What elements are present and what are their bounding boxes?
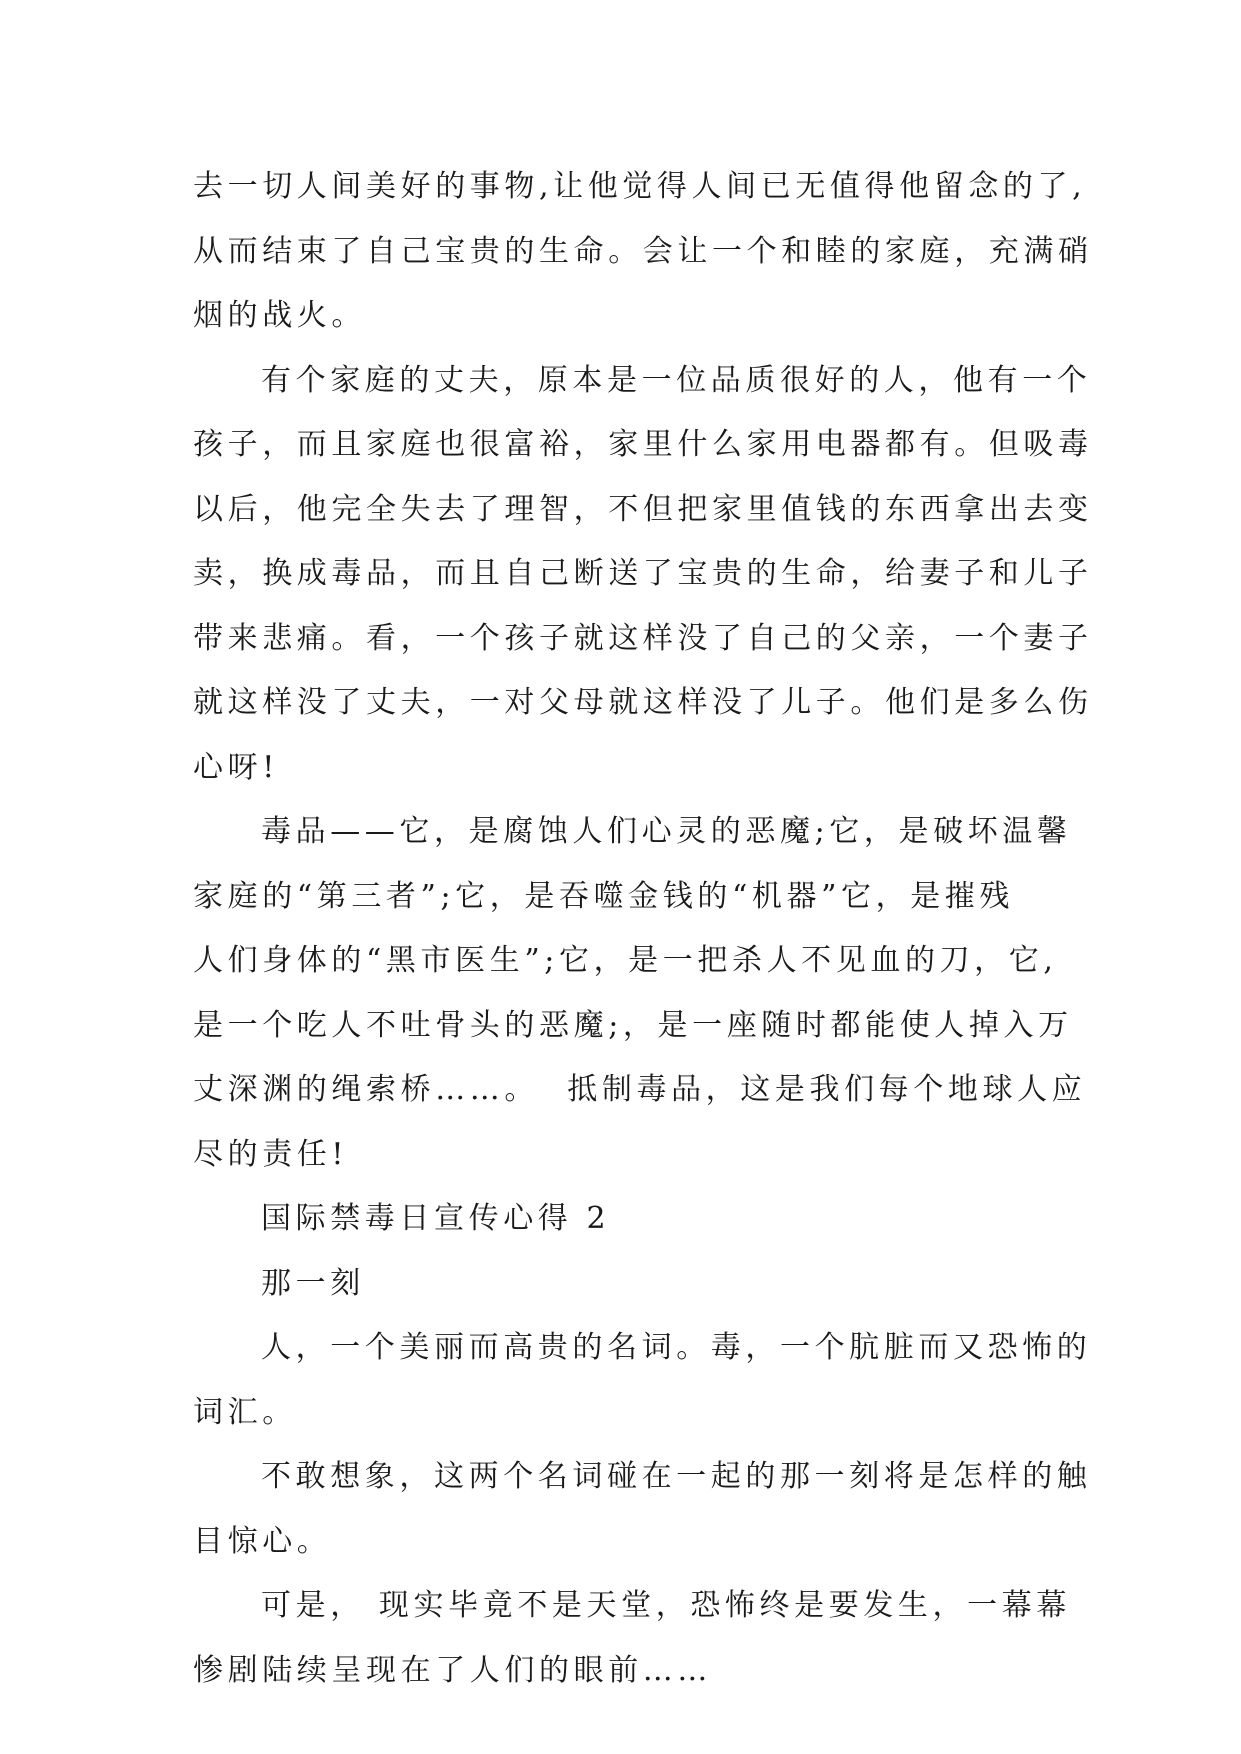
text-line: 词汇。 — [193, 1394, 297, 1430]
text-line: 是一个吃人不吐骨头的恶魔;，是一座随时都能使人掉入万 — [193, 1007, 1073, 1043]
text-line: 卖，换成毒品，而且自己断送了宝贵的生命，给妻子和儿子 — [193, 556, 1093, 591]
text-line: 从而结束了自己宝贵的生命。会让一个和睦的家庭，充满硝 — [193, 233, 1093, 269]
paragraph-start-line: 毒品——它，是腐蚀人们心灵的恶魔;它，是破坏温馨 — [261, 814, 1072, 849]
text-line: 惨剧陆续呈现在了人们的眼前…… — [193, 1652, 712, 1688]
paragraph-start-line: 不敢想象，这两个名词碰在一起的那一刻将是怎样的触 — [261, 1459, 1092, 1494]
text-line: 家庭的“第三者”;它，是吞噬金钱的“机器”它，是摧残 — [193, 878, 1015, 914]
section-subtitle: 那一刻 — [261, 1265, 365, 1301]
paragraph-start-line: 可是， 现实毕竟不是天堂，恐怖终是要发生，一幕幕 — [261, 1588, 1071, 1623]
text-line: 烟的战火。 — [193, 298, 366, 333]
text-line: 人们身体的“黑市医生”;它，是一把杀人不见血的刀，它, — [193, 943, 1058, 978]
text-line: 尽的责任! — [193, 1136, 349, 1172]
text-line: 就这样没了丈夫，一对父母就这样没了儿子。他们是多么伤 — [193, 685, 1093, 720]
section-heading: 国际禁毒日宣传心得 2 — [261, 1201, 611, 1236]
paragraph-start-line: 人，一个美丽而高贵的名词。毒，一个肮脏而又恐怖的 — [261, 1330, 1092, 1365]
text-line: 目惊心。 — [193, 1523, 332, 1559]
text-line: 以后，他完全失去了理智，不但把家里值钱的东西拿出去变 — [193, 491, 1093, 527]
text-line: 孩子，而且家庭也很富裕，家里什么家用电器都有。但吸毒 — [193, 427, 1093, 462]
text-line: 丈深渊的绳索桥……。 抵制毒品，这是我们每个地球人应 — [193, 1072, 1087, 1107]
text-line: 去一切人间美好的事物,让他觉得人间已无值得他留念的了, — [193, 169, 1087, 204]
paragraph-start-line: 有个家庭的丈夫，原本是一位品质很好的人，他有一个 — [261, 362, 1092, 398]
document-body — [193, 155, 1093, 1703]
text-line: 带来悲痛。看，一个孩子就这样没了自己的父亲，一个妻子 — [193, 620, 1093, 656]
text-line: 心呀! — [193, 749, 279, 785]
